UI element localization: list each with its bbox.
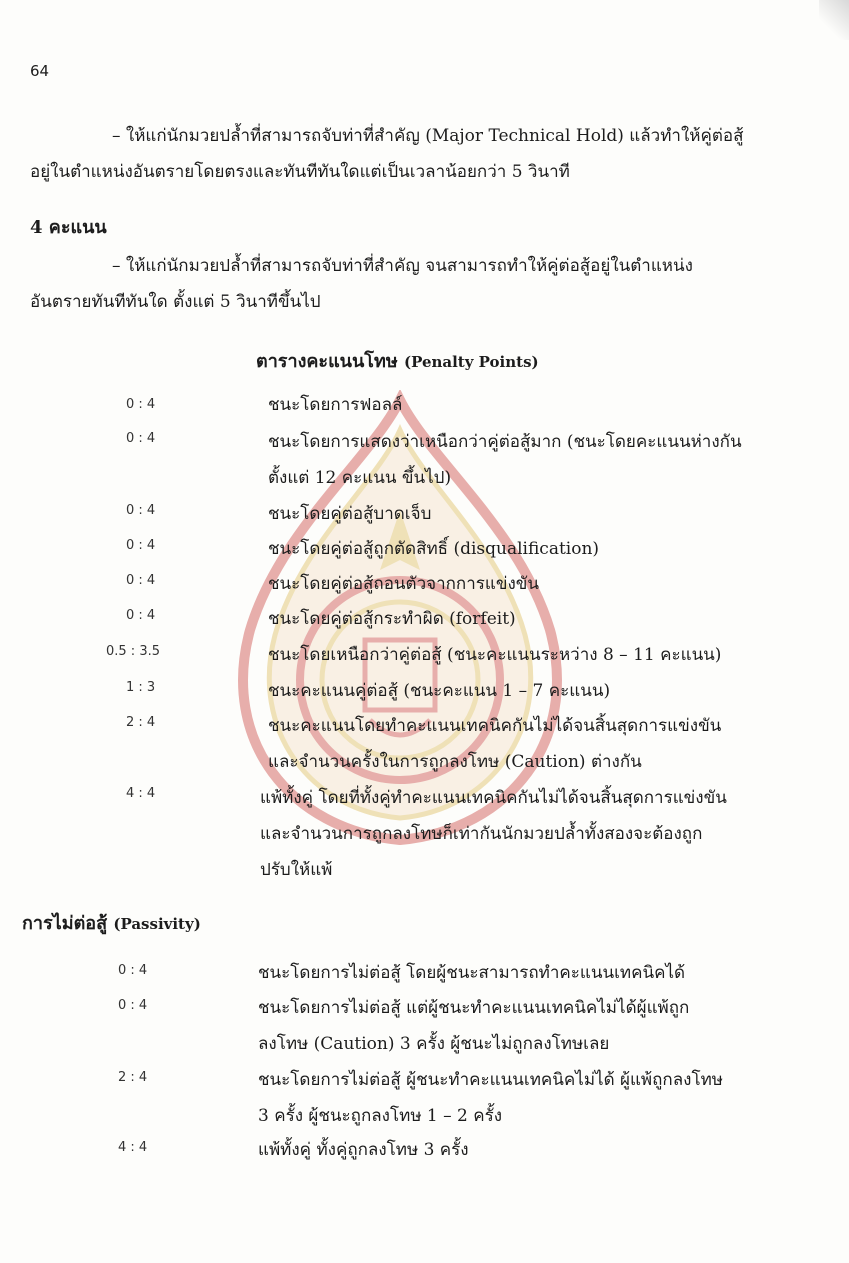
passivity-score: 2 : 4: [118, 1070, 148, 1085]
penalty-desc: ชนะคะแนนคู่ต่อสู้ (ชนะคะแนน 1 – 7 คะแนน): [268, 681, 611, 701]
passivity-title-th: การไม่ต่อสู้: [22, 913, 108, 934]
penalty-score: 0 : 4: [126, 431, 156, 446]
penalty-desc: ตั้งแต่ 12 คะแนน ขึ้นไป): [268, 468, 452, 488]
passivity-desc: แพ้ทั้งคู่ ทั้งคู่ถูกลงโทษ 3 ครั้ง: [258, 1140, 469, 1160]
section-4-line-2: อันตรายทันทีทันใด ตั้งแต่ 5 วินาทีขึ้นไป: [30, 292, 321, 312]
penalty-score: 0 : 4: [126, 503, 156, 518]
penalty-desc: ชนะโดยเหนือกว่าคู่ต่อสู้ (ชนะคะแนนระหว่าง 8 – 11 คะแนน): [268, 645, 722, 665]
penalty-score: 0 : 4: [126, 573, 156, 588]
penalty-score: 0.5 : 3.5: [106, 644, 160, 659]
penalty-score: 4 : 4: [126, 786, 156, 801]
penalty-desc: ชนะโดยคู่ต่อสู้กระทำผิด (forfeit): [268, 609, 516, 629]
penalty-score: 0 : 4: [126, 538, 156, 553]
intro-line-1: – ให้แก่นักมวยปล้ำที่สามารถจับท่าที่สำคัญ (Major Technical Hold) แล้วทำให้คู่ต่อสู้: [112, 126, 744, 146]
penalty-desc: ชนะโดยคู่ต่อสู้ถอนตัวจากการแข่งขัน: [268, 574, 540, 594]
passivity-desc: ชนะโดยการไม่ต่อสู้ ผู้ชนะทำคะแนนเทคนิคไม่ได้ ผู้แพ้ถูกลงโทษ: [258, 1070, 723, 1090]
passivity-desc: ชนะโดยการไม่ต่อสู้ โดยผู้ชนะสามารถทำคะแนนเทคนิคได้: [258, 963, 686, 983]
passivity-title: [22, 908, 201, 937]
penalty-score: 1 : 3: [126, 680, 156, 695]
intro-line-2: อยู่ในตำแหน่งอันตรายโดยตรงและทันทีทันใดแต่เป็นเวลาน้อยกว่า 5 วินาที: [30, 162, 570, 182]
penalty-score: 2 : 4: [126, 715, 156, 730]
penalty-desc: แพ้ทั้งคู่ โดยที่ทั้งคู่ทำคะแนนเทคนิคกันไม่ได้จนสิ้นสุดการแข่งขัน: [260, 788, 727, 808]
passivity-desc: ลงโทษ (Caution) 3 ครั้ง ผู้ชนะไม่ถูกลงโทษเลย: [258, 1034, 610, 1054]
penalty-desc: ชนะโดยการฟอลล์: [268, 395, 403, 415]
penalty-desc: ปรับให้แพ้: [260, 860, 333, 880]
passivity-desc: 3 ครั้ง ผู้ชนะถูกลงโทษ 1 – 2 ครั้ง: [258, 1106, 503, 1126]
passivity-score: 0 : 4: [118, 998, 148, 1013]
penalty-desc: ชนะโดยคู่ต่อสู้ถูกตัดสิทธิ์ (disqualification): [268, 539, 600, 559]
penalty-desc: และจำนวนการถูกลงโทษก็เท่ากันนักมวยปล้ำทั้งสองจะต้องถูก: [260, 824, 703, 844]
penalty-desc: ชนะคะแนนโดยทำคะแนนเทคนิคกันไม่ได้จนสิ้นสุดการแข่งขัน: [268, 716, 722, 736]
penalty-score: 0 : 4: [126, 608, 156, 623]
penalty-desc: ชนะโดยการแสดงว่าเหนือกว่าคู่ต่อสู้มาก (ชนะโดยคะแนนห่างกัน: [268, 432, 742, 452]
penalty-title-en: (Penalty Points): [403, 353, 539, 371]
passivity-desc: ชนะโดยการไม่ต่อสู้ แต่ผู้ชนะทำคะแนนเทคนิคไม่ได้ผู้แพ้ถูก: [258, 998, 690, 1018]
penalty-title-th: ตารางคะแนนโทษ: [256, 351, 398, 372]
penalty-table-title: [256, 346, 539, 375]
passivity-title-en: (Passivity): [113, 915, 201, 933]
page-corner-shadow: [819, 0, 849, 40]
section-4-heading: 4 คะแนน: [30, 217, 107, 238]
passivity-score: 0 : 4: [118, 963, 148, 978]
section-4-line-1: – ให้แก่นักมวยปล้ำที่สามารถจับท่าที่สำคัญ จนสามารถทำให้คู่ต่อสู้อยู่ในตำแหน่ง: [112, 256, 693, 276]
penalty-desc: ชนะโดยคู่ต่อสู้บาดเจ็บ: [268, 504, 432, 524]
penalty-desc: และจำนวนครั้งในการถูกลงโทษ (Caution) ต่างกัน: [268, 752, 642, 772]
penalty-score: 0 : 4: [126, 397, 156, 412]
passivity-score: 4 : 4: [118, 1140, 148, 1155]
page-number: 64: [30, 62, 50, 80]
